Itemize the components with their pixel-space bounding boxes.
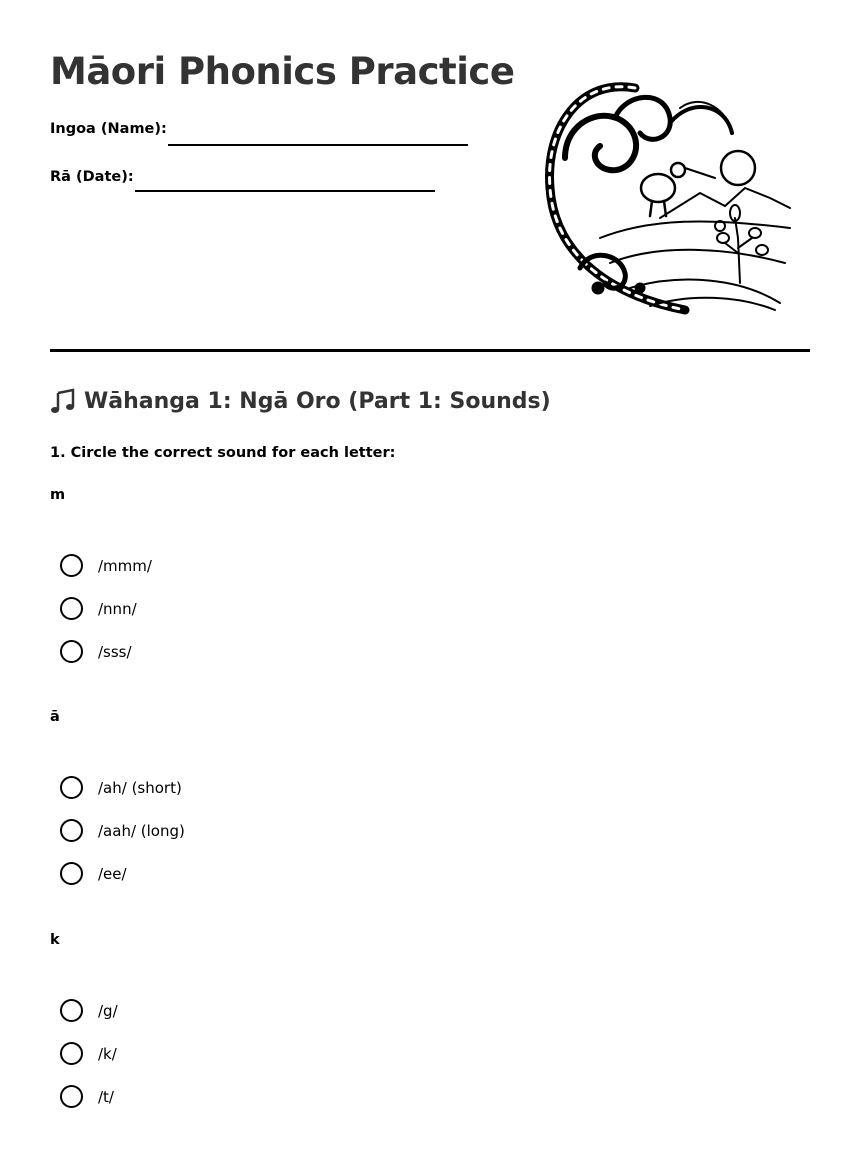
option-row[interactable] (60, 1085, 114, 1108)
option-label: /mmm/ (98, 556, 152, 575)
question-1: 1. Circle the correct sound for each letter: (50, 445, 396, 461)
letter-a-macron: ā (50, 709, 60, 725)
radio-circle[interactable] (60, 554, 83, 577)
name-field[interactable] (168, 144, 468, 146)
header-divider (50, 349, 810, 352)
letter-k: k (50, 932, 60, 948)
radio-circle[interactable] (60, 1042, 83, 1065)
option-row[interactable] (60, 862, 127, 885)
option-row[interactable] (60, 999, 118, 1022)
section-heading (50, 388, 551, 414)
option-row[interactable] (60, 554, 152, 577)
option-row[interactable] (60, 819, 185, 842)
radio-circle[interactable] (60, 640, 83, 663)
option-row[interactable] (60, 640, 132, 663)
musical-notes-icon (50, 388, 76, 414)
option-label: /nnn/ (98, 599, 137, 618)
date-field[interactable] (135, 190, 435, 192)
option-label: /g/ (98, 1001, 118, 1020)
option-label: /aah/ (long) (98, 821, 185, 840)
option-label: /k/ (98, 1044, 117, 1063)
name-label: Ingoa (Name): (50, 121, 167, 137)
radio-circle[interactable] (60, 999, 83, 1022)
radio-circle[interactable] (60, 1085, 83, 1108)
date-label: Rā (Date): (50, 169, 134, 185)
radio-circle[interactable] (60, 862, 83, 885)
radio-circle[interactable] (60, 597, 83, 620)
section-title: Wāhanga 1: Ngā Oro (Part 1: Sounds) (84, 388, 551, 414)
maori-kiwi-illustration (540, 78, 795, 318)
option-row[interactable] (60, 1042, 117, 1065)
letter-m: m (50, 487, 66, 503)
option-label: /sss/ (98, 642, 132, 661)
option-label: /ah/ (short) (98, 778, 182, 797)
option-label: /ee/ (98, 864, 127, 883)
radio-circle[interactable] (60, 776, 83, 799)
radio-circle[interactable] (60, 819, 83, 842)
page-title: Māori Phonics Practice (50, 50, 515, 93)
option-row[interactable] (60, 597, 137, 620)
option-row[interactable] (60, 776, 182, 799)
option-label: /t/ (98, 1087, 114, 1106)
